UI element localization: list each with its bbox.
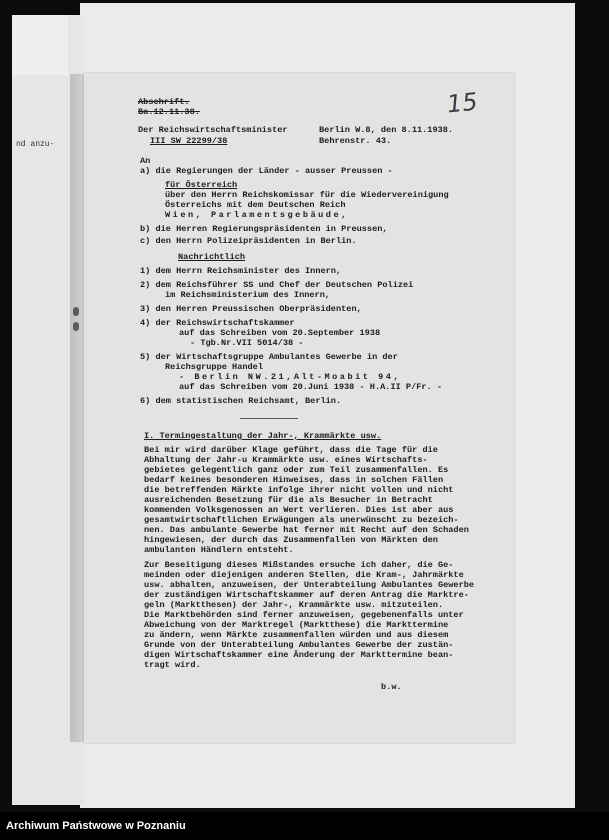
paragraph-line: geln (Marktthesen) der Jahr-, Krammärkte usw. mitzuteilen. <box>144 600 444 610</box>
handwritten-page-number: 15 <box>445 87 479 119</box>
recipient-line: auf das Schreiben vom 20.September 1938 <box>179 328 381 338</box>
paragraph-line: ambulanten Händlern entsteht. <box>144 545 294 555</box>
recipient-line: Wien, Parlamentsgebäude, <box>165 210 349 220</box>
paragraph-line: zu ändern, wenn Märkte zusammenfallen würden und aus diesem <box>144 630 449 640</box>
paragraph-line: Bei mir wird darüber Klage geführt, dass die Tage für die <box>144 445 438 455</box>
previous-page-text-fragment: nd anzu- <box>16 140 55 149</box>
recipient-line: Reichsgruppe Handel <box>165 362 263 372</box>
recipient-line: Nachrichtlich <box>178 252 246 262</box>
recipient-line: über den Herrn Reichskomissar für die Wiedervereinigung <box>165 190 449 200</box>
paragraph-line: bedarf keines besonderen Hinweises, dass in solchen Fällen <box>144 475 444 485</box>
paragraph-line: der zuständigen Wirtschaftskammer auf deren Antrag die Marktre- <box>144 590 469 600</box>
abschrift-date: Ba.12.11.38. <box>138 107 200 117</box>
paragraph-line: tragt wird. <box>144 660 201 670</box>
paragraph-line: Zur Beseitigung dieses Mißstandes ersuche ich daher, die Ge- <box>144 560 454 570</box>
recipient-line: 3) den Herren Preussischen Oberpräsidenten, <box>140 304 362 314</box>
paragraph-line: meinden oder diejenigen anderen Stellen, die Kram-, Jahrmärkte <box>144 570 464 580</box>
recipient-line: c) den Herrn Polizeipräsidenten in Berlin. <box>140 236 357 246</box>
closing-note: b.w. <box>381 682 402 692</box>
recipient-line: 1) dem Herrn Reichsminister des Innern, <box>140 266 342 276</box>
paragraph-line: kommenden Volksgenossen an Wert verlieren. Dies ist aber aus <box>144 505 454 515</box>
paragraph-line: gesamtwirtschaftlichen Erwägungen als unerwünscht zu bezeich- <box>144 515 459 525</box>
punch-hole <box>73 322 79 331</box>
recipient-line: 4) der Reichswirtschaftskammer <box>140 318 295 328</box>
recipient-line: 6) dem statistischen Reichsamt, Berlin. <box>140 396 342 406</box>
street-address: Behrenstr. 43. <box>319 136 392 146</box>
paragraph-line: ausreichenden Besetzung für die als Besucher in Betracht <box>144 495 433 505</box>
paragraph-line: Abhaltung der Jahr-u Krammärkte usw. eines Wirtschafts- <box>144 455 428 465</box>
paragraph-line: Die Marktbehörden sind ferner anzuweisen, gegebenenfalls unter <box>144 610 464 620</box>
paragraph-line: Abweichung von der Marktregel (Marktthese) die Markttermine <box>144 620 449 630</box>
recipient-line: - Tgb.Nr.VII 5014/38 - <box>190 338 304 348</box>
section-heading: I. Termingestaltung der Jahr-, Krammärkte usw. <box>144 431 382 441</box>
recipient-line: a) die Regierungen der Länder - ausser Preussen - <box>140 166 393 176</box>
previous-page-tab <box>12 15 68 75</box>
paragraph-line: Grunde von der Unterabteilung Ambulantes Gewerbe der zustän- <box>144 640 454 650</box>
reference-number: III SW 22299/38 <box>150 136 228 146</box>
sender: Der Reichswirtschaftsminister <box>138 125 288 135</box>
paragraph-line: nen. Das ambulante Gewerbe hat ferner mit Recht auf den Schaden <box>144 525 469 535</box>
separator-line <box>240 418 298 419</box>
paragraph-line: gebietes gelegentlich ganz oder zum Teil zusammenfallen. Es <box>144 465 449 475</box>
abschrift-label: Abschrift. <box>138 97 190 107</box>
archive-name: Archiwum Państwowe w Poznaniu <box>6 820 186 832</box>
recipient-line: - Berlin NW.21,Alt-Moabit 94, <box>179 372 402 382</box>
recipient-line: An <box>140 156 151 166</box>
paragraph-line: die betreffenden Märkte infolge ihrer nicht vollen und nicht <box>144 485 454 495</box>
place-date: Berlin W.8, den 8.11.1938. <box>319 125 454 135</box>
recipient-line: 5) der Wirtschaftsgruppe Ambulantes Gewerbe in der <box>140 352 398 362</box>
paragraph-line: digen Wirtschaftskammer eine Änderung der Markttermine bean- <box>144 650 454 660</box>
recipient-line: auf das Schreiben vom 20.Juni 1938 - H.A.II P/Fr. - <box>179 382 443 392</box>
recipient-line: Österreichs mit dem Deutschen Reich <box>165 200 346 210</box>
punch-hole <box>73 307 79 316</box>
paragraph-line: usw. abhalten, anzuweisen, der Unterabteilung Ambulantes Gewerbe <box>144 580 475 590</box>
recipient-line: im Reichsministerium des Innern, <box>165 290 331 300</box>
recipient-line: b) die Herren Regierungspräsidenten in Preussen, <box>140 224 388 234</box>
recipient-line: 2) dem Reichsführer SS und Chef der Deutschen Polizei <box>140 280 414 290</box>
paragraph-line: hingewiesen, der durch das Zusammenfallen von Märkten den <box>144 535 438 545</box>
recipient-line: für Österreich <box>165 180 238 190</box>
